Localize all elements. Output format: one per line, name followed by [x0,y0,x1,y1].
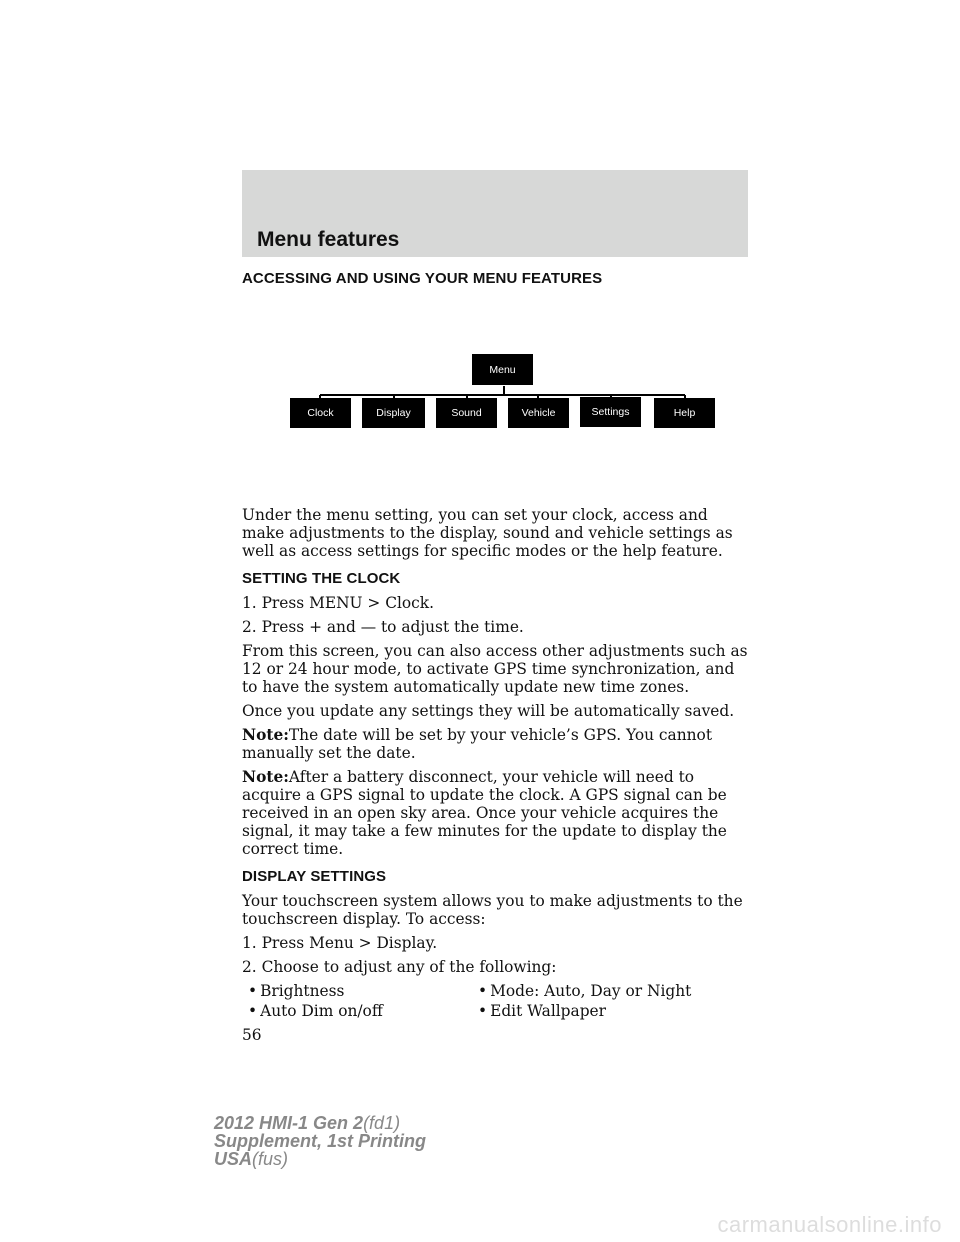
footer-printing: Supplement, 1st Printing [214,1131,427,1151]
diagram-box-help: Help [654,398,715,428]
page-title: Menu features [257,228,400,251]
note-1-label: Note: [242,726,289,744]
note-1 [242,726,752,762]
diagram-box-sound: Sound [436,398,497,428]
note-2-label: Note: [242,768,289,786]
clock-paragraph-1: From this screen, you can also access other adjustments such as 12 or 24 hour mode, to activate GPS time synchronization, and to have the system automatically update new time zones. [242,642,748,696]
note-2 [242,768,752,858]
diagram-box-display: Display [362,398,425,428]
footer-region-code: (fus) [252,1149,289,1169]
intro-paragraph: Under the menu setting, you can set your clock, access and make adjustments to the display, sound and vehicle settings as well as access settings for specific modes or the help feature. [242,506,733,560]
display-bullet-list [248,982,752,1020]
note-2-text: After a battery disconnect, your vehicle will need to acquire a GPS signal to update the clock. A GPS signal can be received in an open sky area. Once your vehicle acquires the signal, it may take a few minutes for the update to display the correct time. [242,768,727,858]
footer-region: USA [214,1149,253,1169]
diagram-box-settings: Settings [580,397,641,427]
footer-model: 2012 HMI-1 Gen 2 [214,1113,364,1133]
diagram-box-vehicle: Vehicle [508,398,569,428]
bullet-item: • Mode: Auto, Day or Night [478,982,718,1000]
display-paragraph-1: Your touchscreen system allows you to make adjustments to the touchscreen display. To access: [242,892,743,928]
main-heading: ACCESSING AND USING YOUR MENU FEATURES [242,270,603,287]
menu-diagram [242,306,752,496]
note-1-text: The date will be set by your vehicle’s GPS. You cannot manually set the date. [242,726,713,762]
page-content [242,270,752,1044]
bullet-item: • Auto Dim on/off [248,1002,478,1020]
clock-step-2: 2. Press + and — to adjust the time. [242,618,524,636]
header-band [242,170,748,257]
diagram-box-clock: Clock [290,398,351,428]
display-heading: DISPLAY SETTINGS [242,868,387,885]
bullet-item: • Edit Wallpaper [478,1002,718,1020]
diagram-box-menu: Menu [472,354,533,385]
clock-paragraph-2: Once you update any settings they will be automatically saved. [242,702,735,720]
print-footer [214,1114,426,1168]
bullet-item: • Brightness [248,982,478,1000]
footer-model-code: (fd1) [363,1113,401,1133]
clock-step-1: 1. Press MENU > Clock. [242,594,434,612]
page-number: 56 [242,1026,262,1044]
display-step-2: 2. Choose to adjust any of the following: [242,958,557,976]
display-step-1: 1. Press Menu > Display. [242,934,438,952]
watermark: carmanualsonline.info [717,1212,942,1237]
clock-heading: SETTING THE CLOCK [242,570,401,587]
